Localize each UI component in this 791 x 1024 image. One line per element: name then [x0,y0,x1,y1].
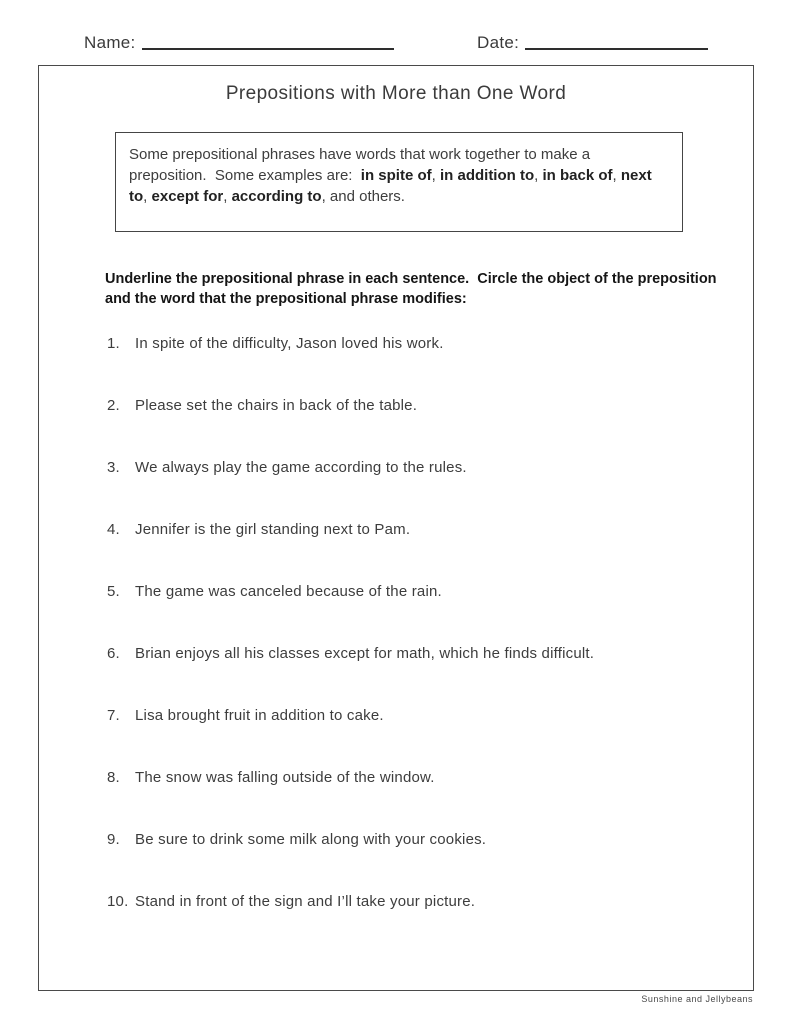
date-field [477,32,708,53]
sentence-text: Please set the chairs in back of the table. [135,397,418,414]
sentence-text: Brian enjoys all his classes except for math, which he finds difficult. [135,645,595,662]
sentence-item [105,334,735,354]
footer-credit: Sunshine and Jellybeans [641,994,753,1004]
sentence-text: Jennifer is the girl standing next to Pam. [135,521,411,538]
info-box-segment: , [534,167,543,184]
sentence-item [105,644,735,664]
name-blank-line[interactable] [142,34,394,50]
instructions: Underline the prepositional phrase in each sentence. Circle the object of the preposition and the word that the prepositional phrase modifies: [105,271,721,307]
sentence-list [105,334,735,954]
info-box-segment: , [223,188,232,205]
info-box-bold-segment: in addition to [439,167,535,184]
info-box [115,132,683,232]
info-box-bold-segment: next to [129,167,656,205]
sentence-item [105,396,735,416]
info-box-segment: , and others. [321,188,405,205]
info-box-segment: , [143,188,152,205]
info-box-segment: , [431,167,440,184]
sentence-number: 7. [107,707,120,724]
info-box-bold-segment: in spite of [360,167,432,184]
info-box-segment: Some prepositional phrases have words that work together to make a preposition. Some examples are: [129,146,595,184]
sentence-number: 6. [107,645,120,662]
sentence-item [105,706,735,726]
sentence-number: 4. [107,521,120,538]
sentence-number: 8. [107,769,120,786]
date-label: Date: [477,33,520,52]
sentence-number: 2. [107,397,120,414]
sentence-item [105,520,735,540]
sentence-number: 10. [107,893,129,910]
sentence-item [105,830,735,850]
info-box-bold-segment: except for [151,188,224,205]
sentence-text: Stand in front of the sign and I’ll take your picture. [135,893,476,910]
sentence-text: We always play the game according to the rules. [135,459,467,476]
sentence-text: The snow was falling outside of the window. [135,769,435,786]
info-box-bold-segment: in back of [542,167,613,184]
sentence-text: Be sure to drink some milk along with your cookies. [135,831,487,848]
sentence-text: The game was canceled because of the rain. [135,583,442,600]
sentence-number: 3. [107,459,120,476]
sentence-item [105,768,735,788]
worksheet-body [38,65,754,991]
sentence-number: 1. [107,335,120,352]
sentence-text: Lisa brought fruit in addition to cake. [135,707,384,724]
info-box-segment: , [612,167,621,184]
sentence-number: 5. [107,583,120,600]
name-field [84,32,394,53]
sentence-item [105,582,735,602]
sentence-item [105,458,735,478]
sentence-text: In spite of the difficulty, Jason loved his work. [135,335,444,352]
name-label: Name: [84,33,136,52]
page-title: Prepositions with More than One Word [225,83,567,104]
sentence-number: 9. [107,831,120,848]
date-blank-line[interactable] [525,34,708,50]
sentence-item [105,892,735,912]
info-box-bold-segment: according to [231,188,322,205]
